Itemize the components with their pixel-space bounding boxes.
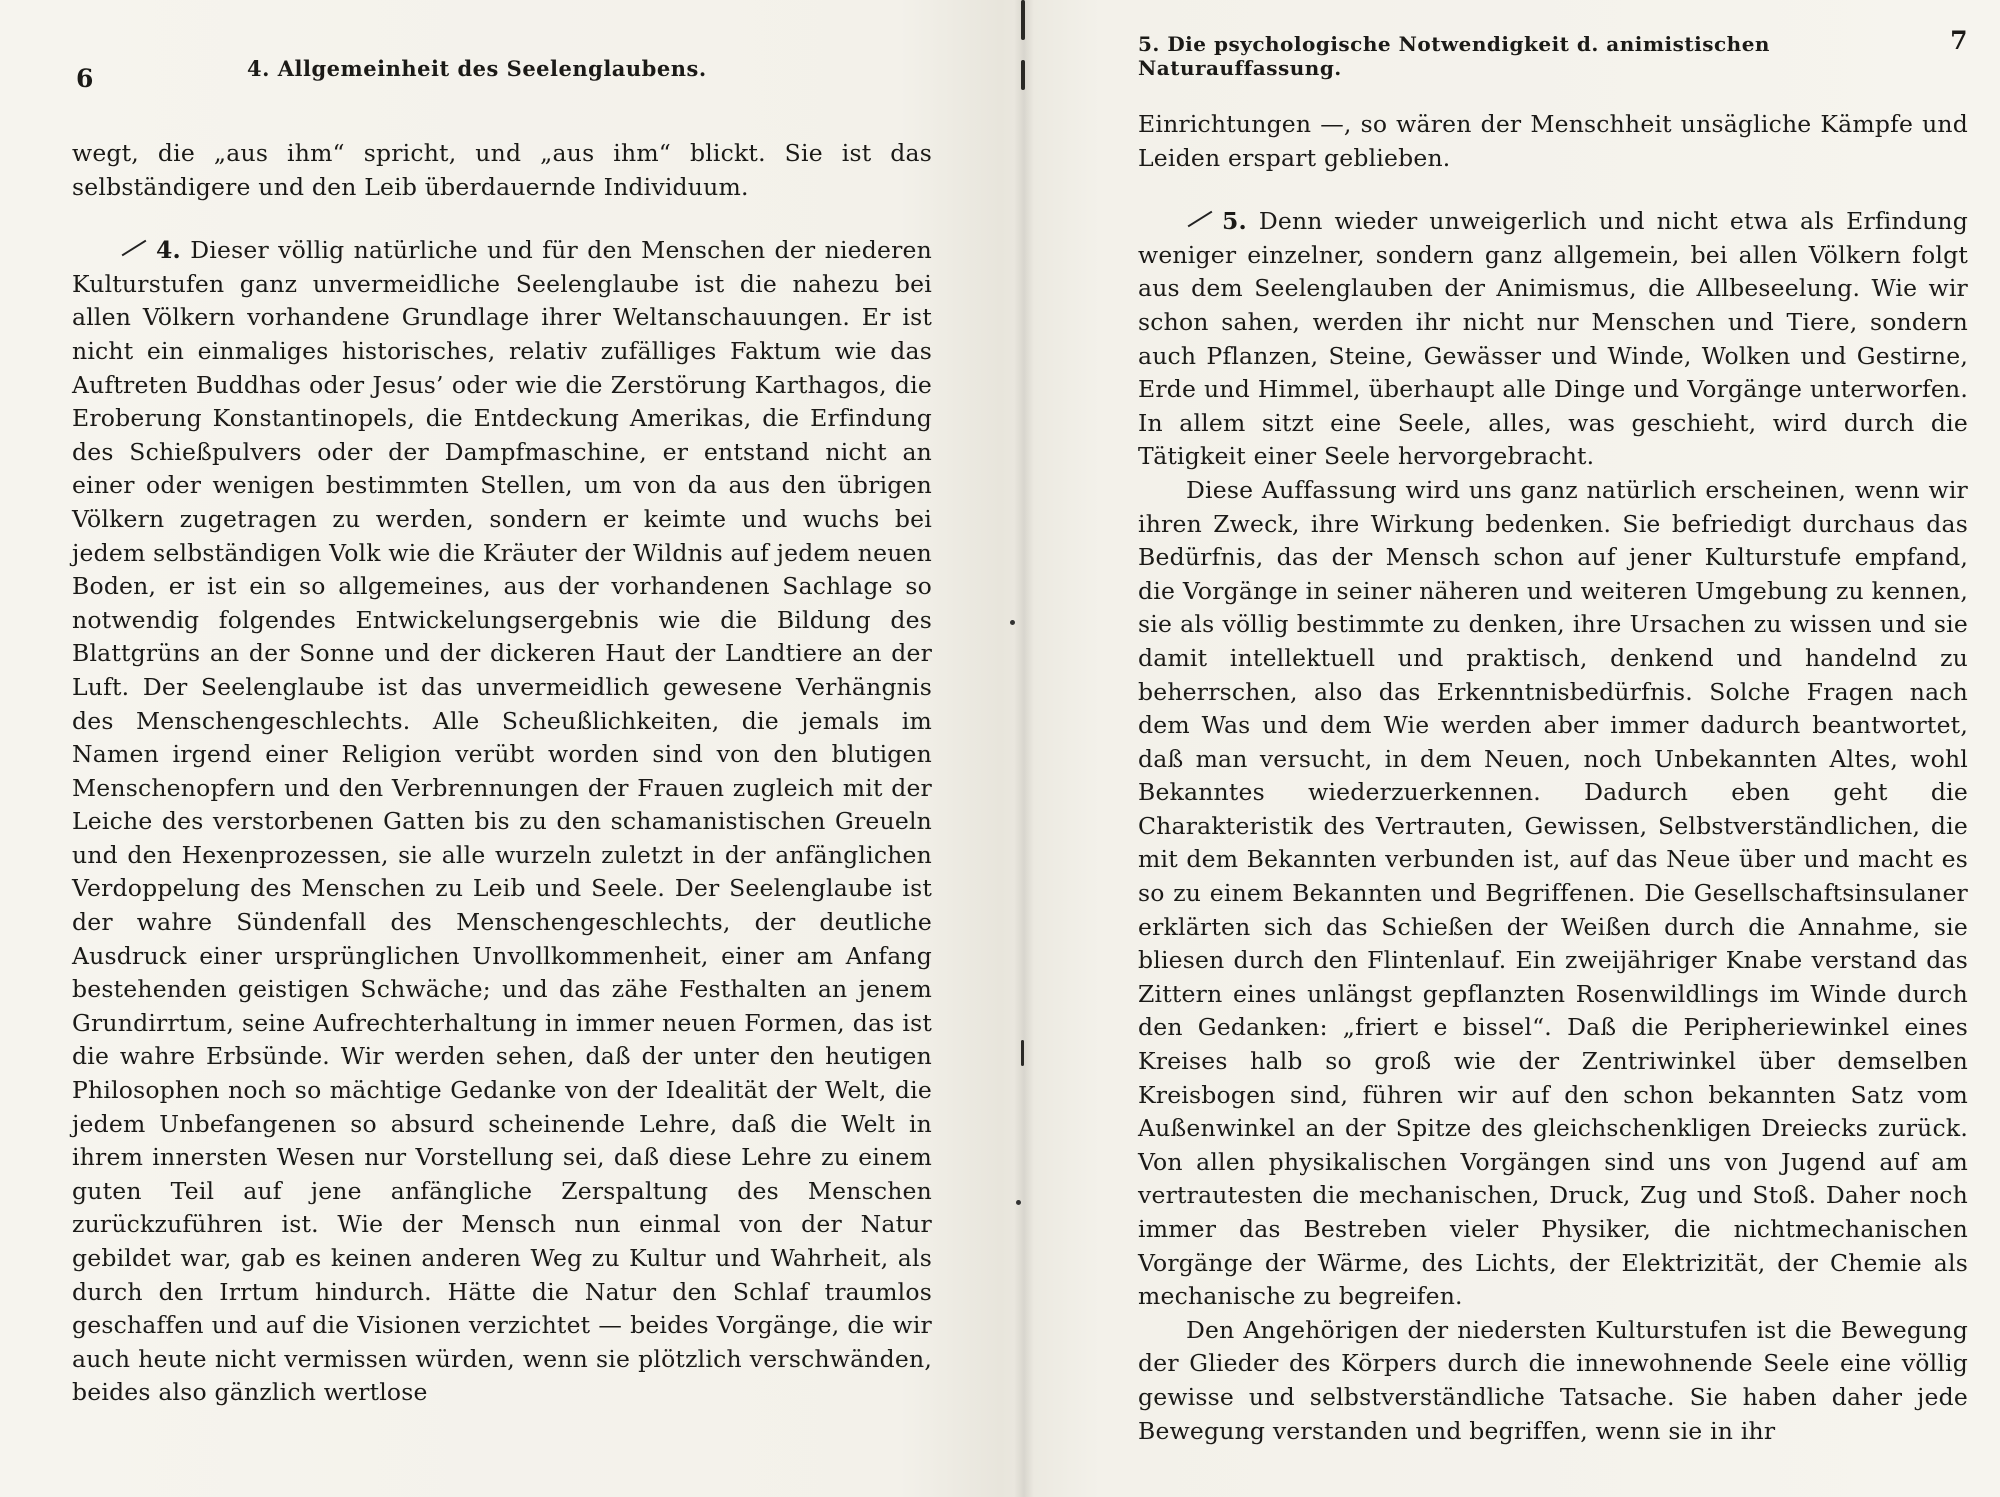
right-page-number: 7	[1950, 26, 1968, 55]
paragraph	[72, 234, 932, 1410]
left-page	[72, 20, 932, 1410]
paragraph-text: Einrichtungen —, so wären der Menschheit unsägliche Kämpfe und Leiden erspart geblieben.	[1138, 110, 1968, 172]
paragraph-text: Den Angehörigen der niedersten Kulturstufen ist die Bewegung der Glieder des Körpers durch die innewohnende Seele eine völlig gewisse und selbstverständliche Tatsache. Sie haben daher jede Bewegung verstanden und begriffen, wenn sie in ihr	[1138, 1315, 1968, 1445]
gutter-mark	[1021, 1040, 1024, 1066]
paragraph	[1138, 474, 1968, 1314]
gutter-mark	[1021, 60, 1025, 90]
paragraph-text: Dieser völlig natürliche und für den Menschen der niederen Kulturstufen ganz unvermeidliche Seelenglaube ist die nahezu bei allen Völkern vorhandene Grundlage ihrer Weltanschauungen. Er ist nicht ein einmaliges historisches, relativ zufälliges Faktum wie das Auftreten Buddhas oder Jesus’ oder wie die Zerstörung Karthagos, die Eroberung Konstantinopels, die Entdeckung Amerikas, die Erfindung des Schießpulvers oder der Dampfmaschine, er entstand nicht an einer oder wenigen bestimmten Stellen, um von da aus den übrigen Völkern zugetragen zu werden, sondern er keimte und wuchs bei jedem selbständigen Volk wie die Kräuter der Wildnis auf jedem neuen Boden, er ist ein so allgemeines, aus der vorhandenen Sachlage so notwendig folgendes Entwickelungsergebnis wie die Bildung des Blattgrüns an der Sonne und der dickeren Haut der Landtiere an der Luft. Der Seelenglaube ist das unvermeidlich gewesene Verhängnis des Menschengeschlechts. Alle Scheußlichkeiten, die jemals im Namen irgend einer Religion verübt worden sind von den blutigen Menschenopfern und den Verbrennungen der Frauen zugleich mit der Leiche des verstorbenen Gatten bis zu den schamanistischen Greueln und den Hexenprozessen, sie alle wurzeln zuletzt in der anfänglichen Verdoppelung des Menschen zu Leib und Seele. Der Seelenglaube ist der wahre Sündenfall des Menschengeschlechts, der deutliche Ausdruck einer ursprünglichen Unvollkommenheit, einer am Anfang bestehenden geistigen Schwäche; und das zähe Festhalten an jenem Grundirrtum, seine Aufrechterhaltung in immer neuen Formen, das ist die wahre Erbsünde. Wir werden sehen, daß der unter den heutigen Philosophen noch so mächtige Gedanke von der Idealität der Welt, die jedem Unbefangenen so absurd scheinende Lehre, daß die Welt in ihrem innersten Wesen nur Vorstellung sei, daß diese Lehre zu einem guten Teil auf jene anfängliche Zerspaltung des Menschen zurückzuführen ist. Wie der Mensch nun einmal von der Natur gebildet war, gab es keinen anderen Weg zu Kultur und Wahrheit, als durch den Irrtum hindurch. Hätte die Natur den Schlaf traumlos geschaffen und auf die Visionen verzichtet — beides Vorgänge, die wir auch heute nicht vermissen würden, wenn sie plötzlich verschwänden, beides also gänzlich wertlose	[72, 236, 932, 1407]
margin-tick-mark	[1188, 210, 1213, 227]
section-number: 5.	[1222, 207, 1247, 236]
left-body-text	[72, 137, 932, 1410]
left-page-number: 6	[76, 64, 94, 93]
paragraph-text: Denn wieder unweigerlich und nicht etwa als Erfindung weniger einzelner, sondern ganz allgemein, bei allen Völkern folgt aus dem Seelenglauben der Animismus, die Allbeseelung. Wie wir schon sahen, werden ihr nicht nur Menschen und Tiere, sondern auch Pflanzen, Steine, Gewässer und Winde, Wolken und Gestirne, Erde und Himmel, überhaupt alle Dinge und Vorgänge unterworfen. In allem sitzt eine Seele, alles, was geschieht, wird durch die Tätigkeit einer Seele hervorgebracht.	[1138, 207, 1969, 471]
right-page	[1138, 20, 1968, 1448]
left-running-head	[72, 20, 932, 93]
gutter-mark	[1021, 0, 1025, 40]
left-head-title: 4. Allgemeinheit des Seelenglaubens.	[247, 56, 707, 81]
paragraph-text: Diese Auffassung wird uns ganz natürlich erscheinen, wenn wir ihren Zweck, ihre Wirkung bedenken. Sie befriedigt durchaus das Bedürfnis, das der Mensch schon auf jener Kulturstufe empfand, die Vorgänge in seiner näheren und weiteren Umgebung zu kennen, sie als völlig bestimmte zu denken, ihre Ursachen zu wissen und sie damit intellektuell und praktisch, denkend und handelnd zu beherrschen, also das Erkenntnisbedürfnis. Solche Fragen nach dem Was und dem Wie werden aber immer dadurch beantwortet, daß man versucht, in dem Neuen, noch Unbekannten Altes, wohl Bekanntes wiederzuerkennen. Dadurch eben geht die Charakteristik des Vertrauten, Gewissen, Selbstverständlichen, die mit dem Bekannten verbunden ist, auf das Neue über und macht es so zu einem Bekannten und Begriffenen. Die Gesellschaftsinsulaner erklärten sich das Schießen der Weißen durch die Annahme, sie bliesen durch den Flintenlauf. Ein zweijähriger Knabe verstand das Zittern eines unlängst gepflanzten Rosenwildlings im Winde durch den Gedanken: „friert e bissel“. Daß die Peripheriewinkel eines Kreises halb so groß wie der Zentriwinkel über demselben Kreisbogen sind, führen wir auf den schon bekannten Satz vom Außenwinkel an der Spitze des gleichschenkligen Dreiecks zurück. Von allen physikalischen Vorgängen sind uns von Jugend auf am vertrautesten die mechanischen, Druck, Zug und Stoß. Daher noch immer das Bestreben vieler Physiker, die nichtmechanischen Vorgänge der Wärme, des Lichts, der Elektrizität, der Chemie als mechanische zu begreifen.	[1138, 475, 1968, 1311]
paragraph	[1138, 1314, 1968, 1448]
right-body-text	[1138, 108, 1968, 1448]
paragraph-text: wegt, die „aus ihm“ spricht, und „aus ihm“ blickt. Sie ist das selbständigere und den Leib überdauernde Individuum.	[72, 139, 932, 201]
paragraph	[1138, 108, 1968, 175]
margin-tick-mark	[122, 239, 147, 256]
right-head-title: 5. Die psychologische Notwendigkeit d. animistischen Naturauffassung.	[1138, 32, 1770, 80]
print-speck	[1016, 1200, 1021, 1205]
paragraph	[72, 137, 932, 204]
section-number: 4.	[156, 236, 181, 265]
print-speck	[1010, 620, 1015, 625]
book-gutter	[1014, 0, 1034, 1497]
paragraph	[1138, 205, 1968, 474]
right-running-head	[1138, 20, 1968, 80]
